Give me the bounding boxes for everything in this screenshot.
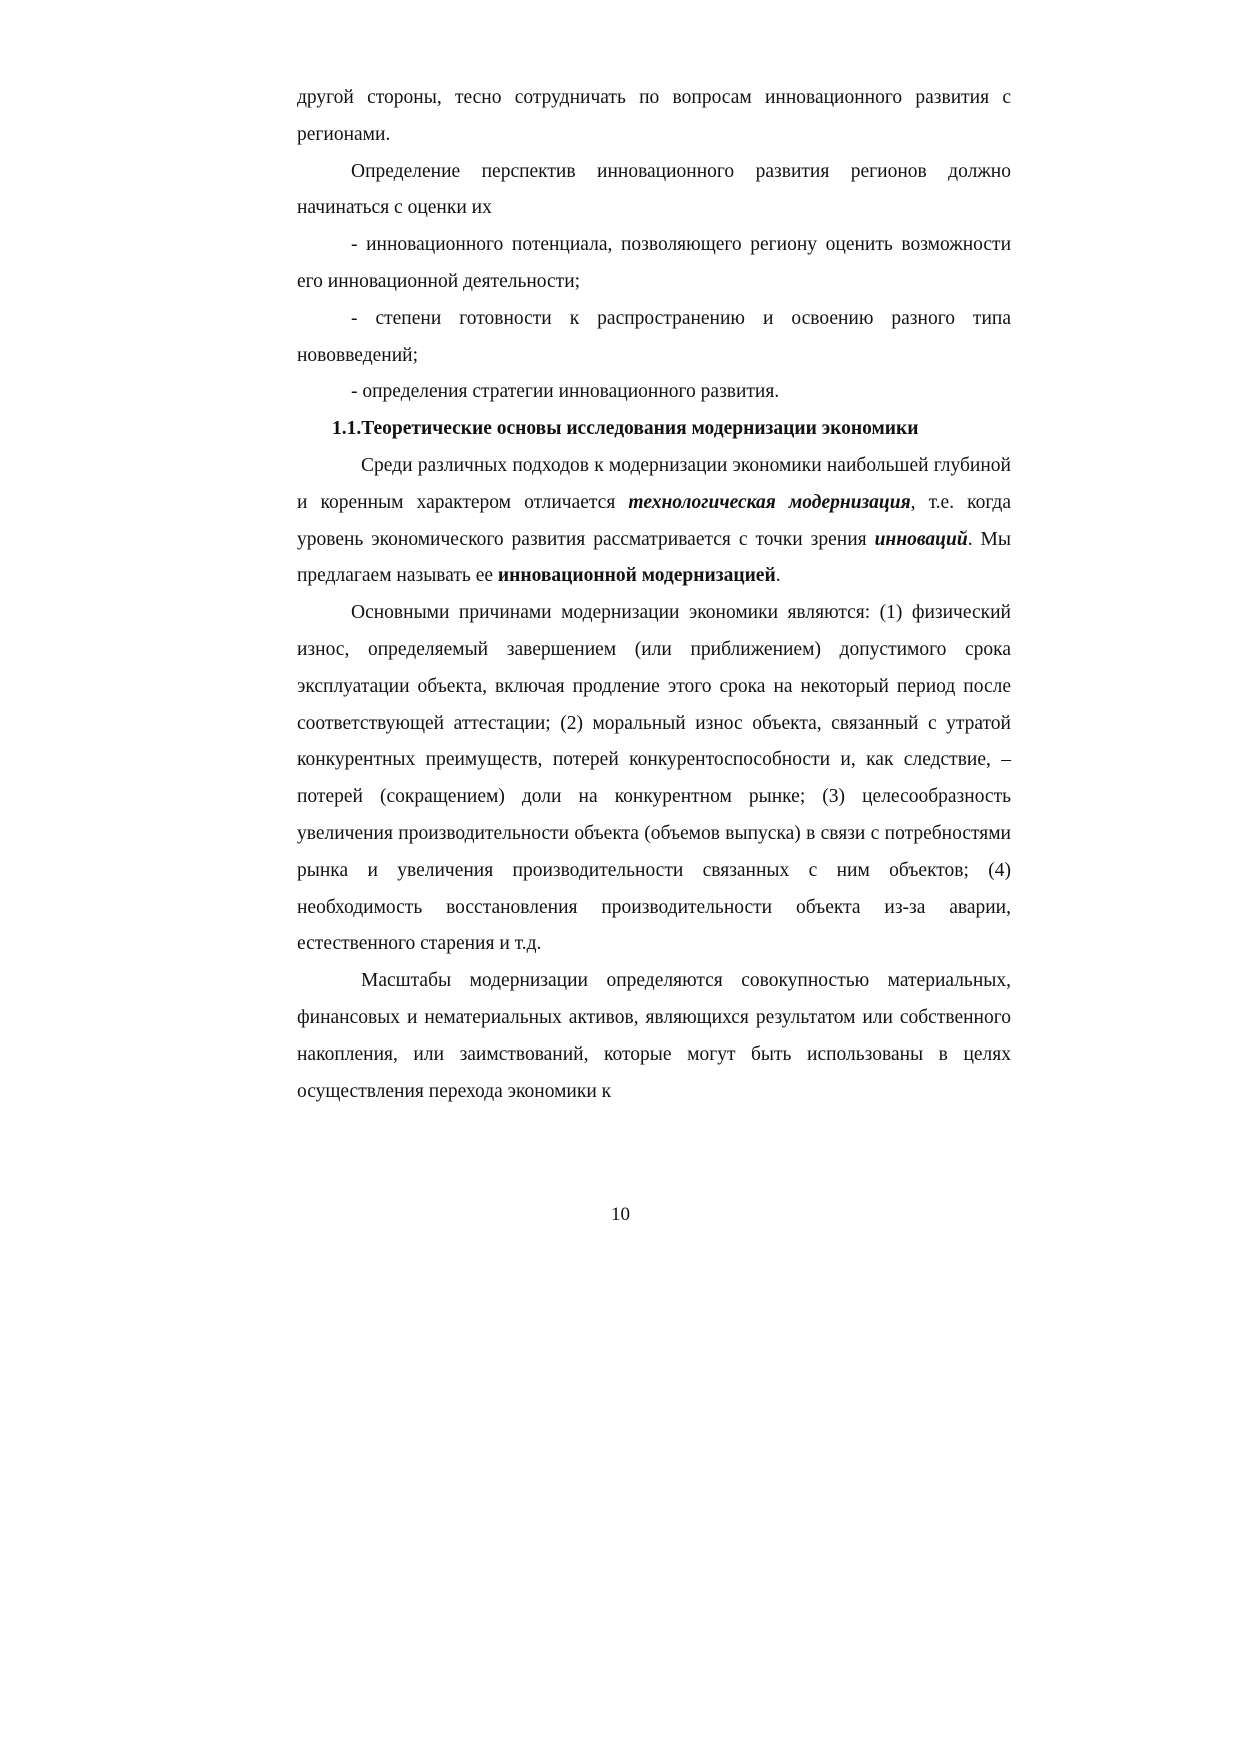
list-item-potential: - инновационного потенциала, позволяющего региону оценить возможности его инновационной деятельности; [297,234,1011,292]
paragraph-intro: другой стороны, тесно сотрудничать по вопросам инновационного развития с регионами. [297,87,1011,145]
bold-innovative-modernization: инновационной модернизацией [497,565,776,587]
section-heading: 1.1.Теоретические основы исследования модернизации экономики [332,418,919,440]
paragraph-perspectives: Определение перспектив инновационного развития регионов должно начинаться с оценки их [297,160,1011,219]
text-run: . [775,565,781,587]
text-run: Среди различных подходов к модернизации экономики наибольшей глубиной и коренным характером отличается [297,454,1011,513]
list-item-readiness: - степени готовности к распространению и освоению разного типа нововведений; [297,307,1011,366]
page-number: 10 [611,1204,630,1225]
text-run: . Мы предлагаем называть ее [297,528,1011,587]
emphasis-innovations: инноваций [874,528,968,550]
document-page [297,80,1011,1110]
paragraph-reasons: Основными причинами модернизации экономики являются: (1) физический износ, определяемый завершением (или приближением) допустимого срока эксплуатации объекта, включая продление этого срока на некоторый период после соответствующей аттестации; (2) моральный износ объекта, связанный с утратой конкурентных преимуществ, потерей конкурентоспособности и, как следствие, – потерей (сокращением) доли на конкурентном рынке; (3) целесообразность увеличения производительности объекта (объемов выпуска) в связи с потребностями рынка и увеличения производительности связанных с ним объектов; (4) необходимость восстановления производительности объекта из-за аварии, естественного старения и т.д. [297,602,1011,955]
paragraph-approaches [297,448,1011,595]
paragraph-scale: Масштабы модернизации определяются совокупностью материальных, финансовых и нематериальных активов, являющихся результатом или собственного накопления, или заимствований, которые могут быть использованы в целях осуществления перехода экономики к [297,970,1011,1102]
emphasis-technological-modernization: технологическая модернизация [628,491,911,513]
list-item-strategy: - определения стратегии инновационного развития. [351,381,780,403]
text-run: , т.е. когда уровень экономического развития рассматривается с точки зрения [297,491,1012,550]
